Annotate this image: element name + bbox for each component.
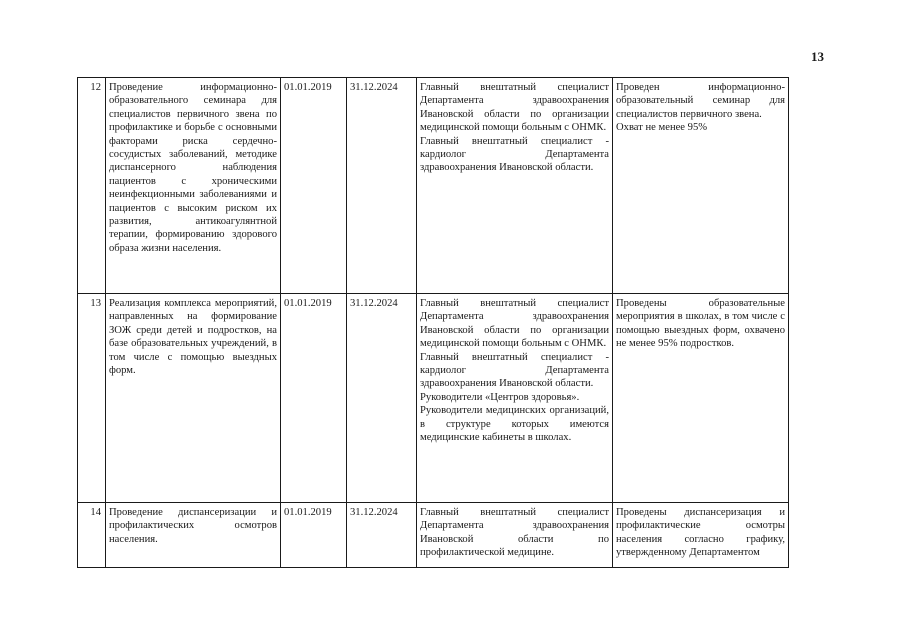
responsible-item: Главный внештатный специалист - кардиолог Департамента здравоохранения Ивановской области. [420, 351, 609, 390]
responsible-item: Главный внештатный специалист Департамента здравоохранения Ивановской области по организации медицинской помощи больным с ОНМК. [420, 298, 609, 350]
result-item: Проведены диспансеризация и профилактические осмотры населения согласно графику, утвержденному Департаментом [616, 507, 785, 559]
table-row [78, 503, 789, 568]
responsible-item: Главный внештатный специалист - кардиолог Департамента здравоохранения Ивановской области. [420, 135, 609, 174]
end-date: 31.12.2024 [347, 294, 417, 503]
result-cell [613, 294, 789, 503]
activity-cell: Реализация комплекса мероприятий, направленных на формирование ЗОЖ среди детей и подростков, на базе образовательных учреждений, в том числе с помощью выездных форм. [106, 294, 281, 503]
row-number: 12 [78, 78, 106, 294]
responsible-cell [417, 294, 613, 503]
start-date: 01.01.2019 [281, 503, 347, 568]
responsible-item: Руководители медицинских организаций, в структуре которых имеются медицинские кабинеты в школах. [420, 405, 609, 444]
table-row [78, 294, 789, 503]
end-date: 31.12.2024 [347, 503, 417, 568]
responsible-item: Главный внештатный специалист Департамента здравоохранения Ивановской области по профилактической медицине. [420, 507, 609, 559]
row-number: 13 [78, 294, 106, 503]
result-cell [613, 503, 789, 568]
result-item: Проведен информационно-образовательный семинар для специалистов первичного звена. [616, 82, 785, 120]
table-row [78, 78, 789, 294]
responsible-cell [417, 78, 613, 294]
responsible-item: Руководители «Центров здоровья». [420, 391, 580, 403]
start-date: 01.01.2019 [281, 78, 347, 294]
end-date: 31.12.2024 [347, 78, 417, 294]
row-number: 14 [78, 503, 106, 568]
measures-table [77, 77, 789, 568]
page-number: 13 [811, 49, 824, 64]
result-item: Проведены образовательные мероприятия в школах, в том числе с помощью выездных форм, охвачено не менее 95% подростков. [616, 298, 785, 350]
activity-cell: Проведение диспансеризации и профилактических осмотров населения. [106, 503, 281, 568]
responsible-item: Главный внештатный специалист Департамента здравоохранения Ивановской области по организации медицинской помощи больным с ОНМК. [420, 82, 609, 134]
activity-cell: Проведение информационно-образовательного семинара для специалистов первичного звена по профилактике и борьбе с основными факторами риска сердечно-сосудистых заболеваний, методике диспансерного наблюдения пациентов с хроническими неинфекционными заболеваниями и пациентов с высоким риском их развития, антикоагулянтной терапии, формированию здорового образа жизни населения. [106, 78, 281, 294]
start-date: 01.01.2019 [281, 294, 347, 503]
result-cell [613, 78, 789, 294]
responsible-cell [417, 503, 613, 568]
result-item: Охват не менее 95% [616, 122, 708, 134]
